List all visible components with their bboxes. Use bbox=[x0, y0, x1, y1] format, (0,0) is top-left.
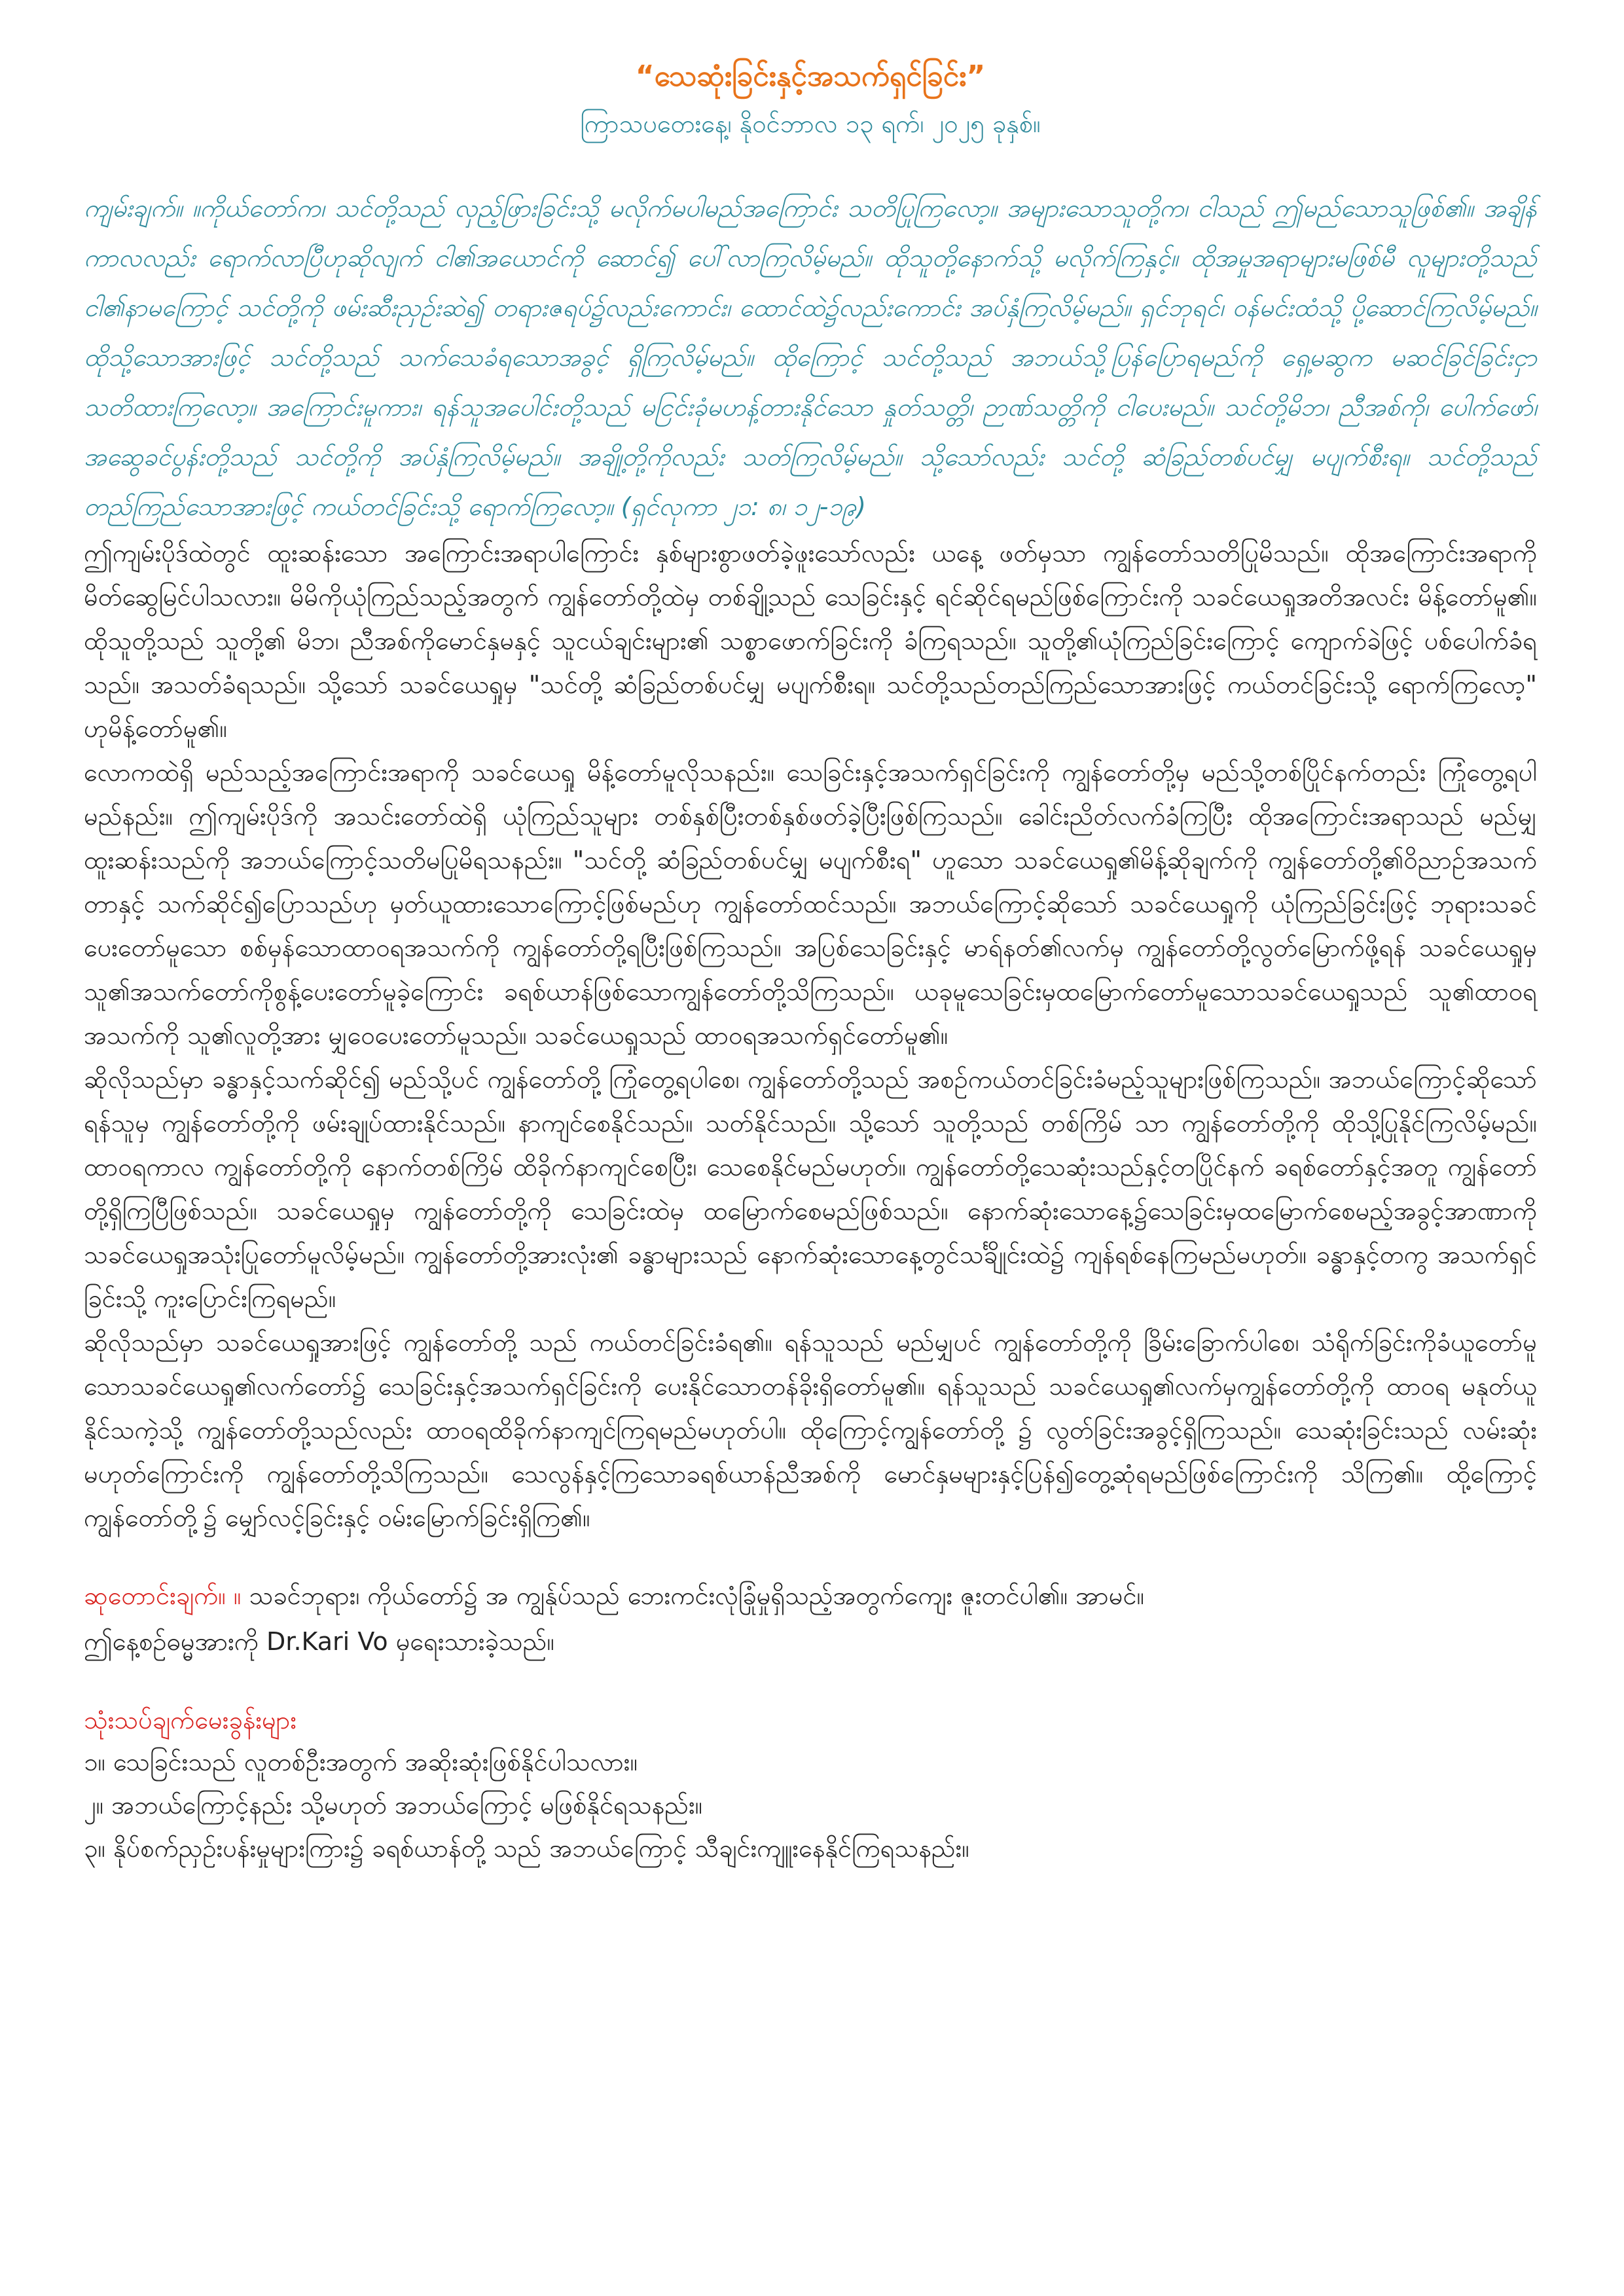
date-line: ကြာသပတေးနေ့၊ နိုဝင်ဘာလ ၁၃ ရက်၊ ၂၀၂၅ ခုနှစ်။ bbox=[580, 109, 1041, 138]
body-paragraph-1: ဤကျမ်းပိုဒ်ထဲတွင် ထူးဆန်းသော အကြောင်းအရာပါကြောင်း နှစ်များစွာဖတ်ခဲ့ဖူးသော်လည်း ယနေ့ ဖတ်မှသာ ကျွန်တော်သတိပြုမိသည်။ ထိုအကြောင်းအရာကို မိတ်ဆွေမြင်ပါသလား။ မိမိကိုယုံကြည်သည့်အတွက် ကျွန်တော်တို့ထဲမှ တစ်ချို့သည် သေခြင်းနှင့် ရင်ဆိုင်ရမည်ဖြစ်ကြောင်းကို သခင်ယေရှုအတိအလင်း မိန့်တော်မူ၏။ ထိုသူတို့သည် သူတို့၏ မိဘ၊ ညီအစ်ကိုမောင်နှမနှင့် သူငယ်ချင်းများ၏ သစ္စာဖောက်ခြင်းကို ခံကြရသည်။ သူတို့၏ယုံကြည်ခြင်းကြောင့် ကျောက်ခဲဖြင့် ပစ်ပေါက်ခံရသည်။ အသတ်ခံရသည်။ သို့သော် သခင်ယေရှုမှ "သင်တို့ ဆံခြည်တစ်ပင်မျှ မပျက်စီးရ။ သင်တို့သည်တည်ကြည်သောအားဖြင့် ကယ်တင်ခြင်းသို့ ရောက်ကြလော့" ဟုမိန့်တော်မူ၏။ bbox=[84, 539, 1537, 743]
question-item: ၂။ အဘယ်ကြောင့်နည်း သို့မဟုတ် အဘယ်ကြောင့် မဖြစ်နိုင်ရသနည်း။ bbox=[84, 1791, 703, 1820]
body-paragraph-3: ဆိုလိုသည်မှာ ခန္ဓာနှင့်သက်ဆိုင်၍ မည်သို့ပင် ကျွန်တော်တို့ ကြုံတွေ့ရပါစေ၊ ကျွန်တော်တို့သည် အစဉ်ကယ်တင်ခြင်းခံမည့်သူများဖြစ်ကြသည်။ အဘယ်ကြောင့်ဆိုသော် ရန်သူမှ ကျွန်တော်တို့ကို ဖမ်းချုပ်ထားနိုင်သည်။ နာကျင်စေနိုင်သည်။ သတ်နိုင်သည်။ သို့သော် သူတို့သည် တစ်ကြိမ် သာ ကျွန်တော်တို့ကို ထိုသို့ပြုနိုင်ကြလိမ့်မည်။ ထာဝရကာလ ကျွန်တော်တို့ကို နောက်တစ်ကြိမ် ထိခိုက်နာကျင်စေပြီး၊ သေစေနိုင်မည်မဟုတ်။ ကျွန်တော်တို့သေဆုံးသည်နှင့်တပြိုင်နက် ခရစ်တော်နှင့်အတူ ကျွန်တော်တို့ရှိကြပြီဖြစ်သည်။ သခင်ယေရှုမှ ကျွန်တော်တို့ကို သေခြင်းထဲမှ ထမြောက်စေမည်ဖြစ်သည်။ နောက်ဆုံးသောနေ့၌သေခြင်းမှထမြောက်စေမည့်အခွင့်အာဏာကို သခင်ယေရှုအသုံးပြုတော်မူလိမ့်မည်။ ကျွန်တော်တို့အားလုံး၏ ခန္ဓာများသည် နောက်ဆုံးသောနေ့တွင်သင်္ချိုင်းထဲ၌ ကျန်ရစ်နေကြမည်မဟုတ်။ ခန္ဓာနှင့်တကွ အသက်ရှင်ခြင်းသို့ ကူးပြောင်းကြရမည်။ bbox=[84, 1065, 1537, 1313]
prayer-text: သခင်ဘုရား၊ ကိုယ်တော်၌ အ ကျွန်ုပ်သည် ဘေးကင်းလုံခြုံမှုရှိသည့်အတွက်ကျေး ဇူးတင်ပါ၏။ အာမင်။ bbox=[241, 1581, 1145, 1610]
devotional-page bbox=[84, 55, 1537, 1870]
scripture-passage: ကျမ်းချက်။ ။ကိုယ်တော်က၊ သင်တို့သည် လှည့်ဖြားခြင်းသို့ မလိုက်မပါမည်အကြောင်း သတိပြုကြလော့။ အများသောသူတို့က၊ ငါသည် ဤမည်သောသူဖြစ်၏။ အချိန်ကာလလည်း ရောက်လာပြီဟုဆိုလျက် ငါ၏အယောင်ကို ဆောင်၍ ပေါ်လာကြလိမ့်မည်။ ထိုသူတို့နောက်သို့ မလိုက်ကြနှင့်။ ထိုအမှုအရာများမဖြစ်မီ လူများတို့သည် ငါ၏နာမကြောင့် သင်တို့ကို ဖမ်းဆီးညှဉ်းဆဲ၍ တရားဇရပ်၌လည်းကောင်း၊ ထောင်ထဲ၌လည်းကောင်း အပ်နှံကြလိမ့်မည်။ ရှင်ဘုရင်၊ ဝန်မင်းထံသို့ ပို့ဆောင်ကြလိမ့်မည်။ထိုသို့သောအားဖြင့် သင်တို့သည် သက်သေခံရသောအခွင့် ရှိကြလိမ့်မည်။ ထိုကြောင့် သင်တို့သည် အဘယ်သို့ပြန်ပြောရမည်ကို ရှေ့မဆွက မဆင်ခြင်ခြင်းငှာ သတိထားကြလော့။ အကြောင်းမူကား၊ ရန်သူအပေါင်းတို့သည် မငြင်းခုံမဟန့်တားနိုင်သော နှုတ်သတ္တိ၊ ဉာဏ်သတ္တိကို ငါပေးမည်။ သင်တို့မိဘ၊ ညီအစ်ကို၊ ပေါက်ဖော်၊ အဆွေခင်ပွန်းတို့သည် သင်တို့ကို အပ်နှံကြလိမ့်မည်။ အချို့တို့ကိုလည်း သတ်ကြလိမ့်မည်။ သို့သော်လည်း သင်တို့ ဆံခြည်တစ်ပင်မျှ မပျက်စီးရ။ သင်တို့သည် တည်ကြည်သောအားဖြင့် ကယ်တင်ခြင်းသို့ ရောက်ကြလော့။ (ရှင်လုကာ ၂၁: ၈၊ ၁၂-၁၉) bbox=[84, 194, 1537, 521]
page-title: “သေဆုံးခြင်းနှင့်အသက်ရှင်ခြင်း” bbox=[635, 60, 986, 93]
author-line: ဤနေ့စဉ်ဓမ္မအားကို Dr.Kari Vo မှရေးသားခဲ့သည်။ bbox=[84, 1627, 554, 1656]
questions-heading: သုံးသပ်ချက်မေးခွန်းများ bbox=[84, 1706, 297, 1734]
question-item: ၃။ နိုပ်စက်ညှဉ်းပန်းမှုများကြား၌ ခရစ်ယာန်တို့ သည် အဘယ်ကြောင့် သီချင်းကျူးနေနိုင်ကြရသနည်း။ bbox=[84, 1834, 969, 1863]
prayer-section bbox=[84, 1575, 1537, 1616]
prayer-label: ဆုတောင်းချက်။ ။ bbox=[84, 1581, 242, 1610]
body-paragraph-4: ဆိုလိုသည်မှာ သခင်ယေရှုအားဖြင့် ကျွန်တော်တို့ သည် ကယ်တင်ခြင်းခံရ၏။ ရန်သူသည် မည်မျှပင် ကျွန်တော်တို့ကို ခြိမ်းခြောက်ပါစေ၊ သံရိုက်ခြင်းကိုခံယူတော်မူသောသခင်ယေရှု၏လက်တော်၌ သေခြင်းနှင့်အသက်ရှင်ခြင်းကို ပေးနိုင်သောတန်ခိုးရှိတော်မူ၏။ ရန်သူသည် သခင်ယေရှု၏လက်မှကျွန်တော်တို့ကို ထာဝရ မနုတ်ယူနိုင်သကဲ့သို့ ကျွန်တော်တို့သည်လည်း ထာဝရထိခိုက်နာကျင်ကြရမည်မဟုတ်ပါ။ ထိုကြောင့်ကျွန်တော်တို့ ၌ လွတ်ခြင်းအခွင့်ရှိကြသည်။ သေဆုံးခြင်းသည် လမ်းဆုံးမဟုတ်ကြောင်းကို ကျွန်တော်တို့သိကြသည်။ သေလွန်နှင့်ကြသောခရစ်ယာန်ညီအစ်ကို မောင်နှမများနှင့်ပြန်၍တွေ့ဆုံရမည်ဖြစ်ကြောင်းကို သိကြ၏။ ထို့ကြောင့် ကျွန်တော်တို့၌ မျှော်လင့်ခြင်းနှင့် ဝမ်းမြောက်ခြင်းရှိကြ၏။ bbox=[84, 1328, 1537, 1532]
question-item: ၁။ သေခြင်းသည် လူတစ်ဦးအတွက် အဆိုးဆုံးဖြစ်နိုင်ပါသလား။ bbox=[84, 1748, 638, 1776]
body-paragraph-2: လောကထဲရှိ မည်သည့်အကြောင်းအရာကို သခင်ယေရှု မိန့်တော်မူလိုသနည်း။ သေခြင်းနှင့်အသက်ရှင်ခြင်းကို ကျွန်တော်တို့မှ မည်သို့တစ်ပြိုင်နက်တည်း ကြုံတွေ့ရပါမည်နည်း။ ဤကျမ်းပိုဒ်ကို အသင်းတော်ထဲရှိ ယုံကြည်သူများ တစ်နှစ်ပြီးတစ်နှစ်ဖတ်ခဲ့ပြီးဖြစ်ကြသည်။ ခေါင်းညိတ်လက်ခံကြပြီး ထိုအကြောင်းအရာသည် မည်မျှထူးဆန်းသည်ကို အဘယ်ကြောင့်သတိမပြုမိရသနည်း။ "သင်တို့ ဆံခြည်တစ်ပင်မျှ မပျက်စီးရ" ဟူသော သခင်ယေရှု၏မိန့်ဆိုချက်ကို ကျွန်တော်တို့၏ဝိညာဉ်အသက်တာနှင့် သက်ဆိုင်၍ပြောသည်ဟု မှတ်ယူထားသောကြောင့်ဖြစ်မည်ဟု ကျွန်တော်ထင်သည်။ အဘယ်ကြောင့်ဆိုသော် သခင်ယေရှုကို ယုံကြည်ခြင်းဖြင့် ဘုရားသခင်ပေးတော်မူသော စစ်မှန်သောထာဝရအသက်ကို ကျွန်တော်တို့ရပြီးဖြစ်ကြသည်။ အပြစ်သေခြင်းနှင့် မာရ်နတ်၏လက်မှ ကျွန်တော်တို့လွတ်မြောက်ဖို့ရန် သခင်ယေရှုမှ သူ၏အသက်တော်ကိုစွန့်ပေးတော်မူခဲ့ကြောင်း ခရစ်ယာန်ဖြစ်သောကျွန်တော်တို့သိကြသည်။ ယခုမူသေခြင်းမှထမြောက်တော်မူသောသခင်ယေရှုသည် သူ၏ထာဝရအသက်ကို သူ၏လူတို့အား မျှဝေပေးတော်မူသည်။ သခင်ယေရှုသည် ထာဝရအသက်ရှင်တော်မူ၏။ bbox=[84, 758, 1537, 1050]
